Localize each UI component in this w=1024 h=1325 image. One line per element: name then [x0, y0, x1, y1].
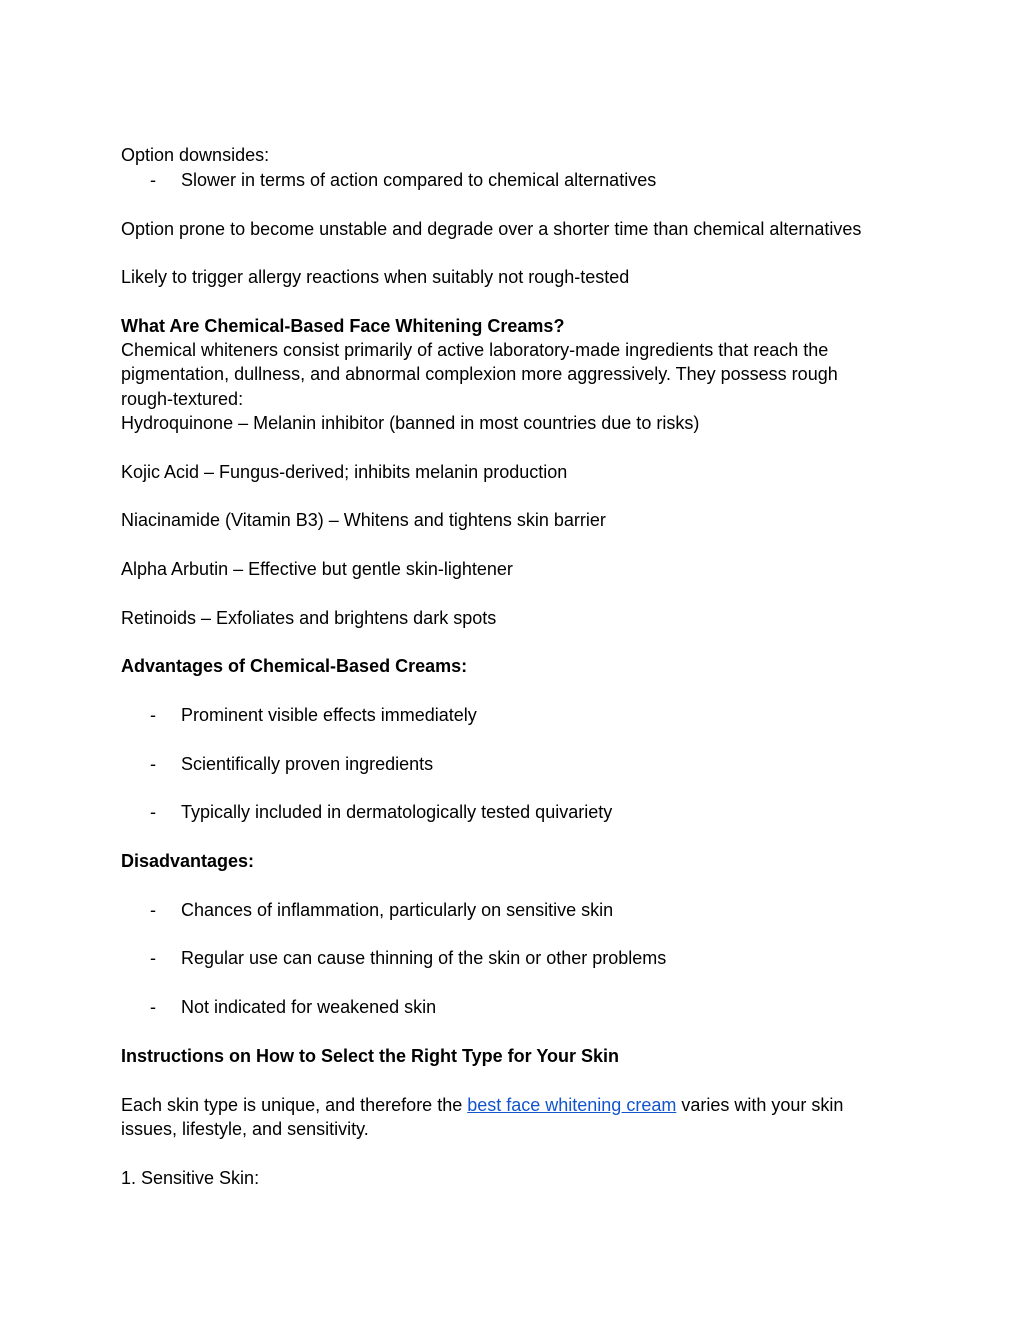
- advantage-item: Scientifically proven ingredients: [181, 754, 434, 774]
- bullet-marker: -: [150, 900, 156, 920]
- bullet-marker: -: [150, 705, 156, 725]
- instructions-text-before: Each skin type is unique, and therefore the: [121, 1095, 468, 1115]
- downside-item: Slower in terms of action compared to chemical alternatives: [181, 170, 657, 190]
- heading-instructions: Instructions on How to Select the Right Type for Your Skin: [121, 1046, 620, 1066]
- advantage-item: Prominent visible effects immediately: [181, 705, 477, 725]
- ingredient-item: Niacinamide (Vitamin B3) – Whitens and tightens skin barrier: [121, 510, 606, 530]
- bullet-marker: -: [150, 802, 156, 822]
- paragraph-unstable: Option prone to become unstable and degrade over a shorter time than chemical alternatives: [121, 219, 862, 239]
- ingredient-item: Hydroquinone – Melanin inhibitor (banned in most countries due to risks): [121, 413, 700, 433]
- paragraph-allergy: Likely to trigger allergy reactions when suitably not rough-tested: [121, 267, 630, 287]
- chemical-intro-line: Chemical whiteners consist primarily of active laboratory-made ingredients that reach the: [121, 340, 829, 360]
- instructions-line-2: issues, lifestyle, and sensitivity.: [121, 1119, 369, 1139]
- heading-advantages: Advantages of Chemical-Based Creams:: [121, 656, 468, 676]
- bullet-marker: -: [150, 997, 156, 1017]
- heading-disadvantages: Disadvantages:: [121, 851, 255, 871]
- disadvantage-item: Not indicated for weakened skin: [181, 997, 437, 1017]
- bullet-marker: -: [150, 754, 156, 774]
- chemical-intro-line: rough-textured:: [121, 389, 244, 409]
- chemical-intro-line: pigmentation, dullness, and abnormal complexion more aggressively. They possess rough: [121, 364, 838, 384]
- instructions-text-after: varies with your skin: [676, 1095, 844, 1115]
- option-downsides-label: Option downsides:: [121, 145, 270, 165]
- sensitive-skin-heading: 1. Sensitive Skin:: [121, 1168, 260, 1188]
- heading-chemical-creams: What Are Chemical-Based Face Whitening Creams?: [121, 316, 565, 336]
- instructions-paragraph: [121, 1093, 843, 1117]
- ingredient-item: Retinoids – Exfoliates and brightens dark spots: [121, 608, 497, 628]
- disadvantage-item: Regular use can cause thinning of the skin or other problems: [181, 948, 667, 968]
- bullet-marker: -: [150, 948, 156, 968]
- advantage-item: Typically included in dermatologically tested quivariety: [181, 802, 613, 822]
- best-face-whitening-cream-link[interactable]: best face whitening cream: [467, 1095, 677, 1115]
- ingredient-item: Kojic Acid – Fungus-derived; inhibits melanin production: [121, 462, 568, 482]
- ingredient-item: Alpha Arbutin – Effective but gentle skin-lightener: [121, 559, 513, 579]
- disadvantage-item: Chances of inflammation, particularly on sensitive skin: [181, 900, 614, 920]
- bullet-marker: -: [150, 170, 156, 190]
